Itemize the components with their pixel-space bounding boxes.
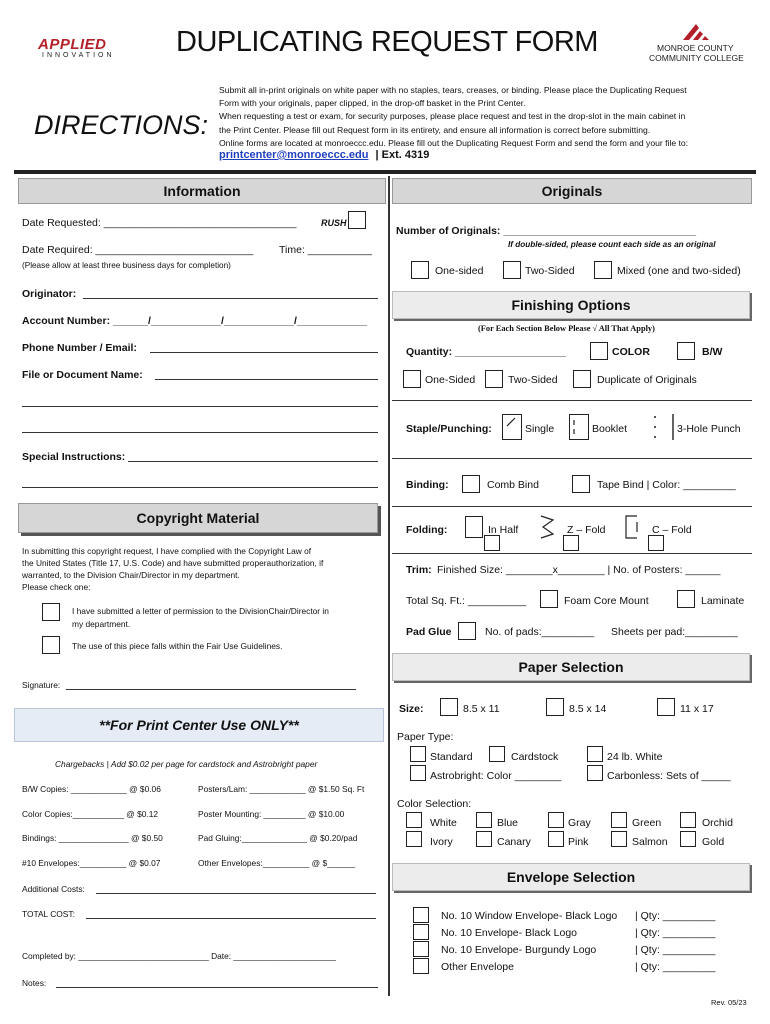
booklet-staple-checkbox[interactable] [569, 414, 589, 440]
c-fold-label: C – Fold [652, 524, 692, 536]
size-tabloid-label: 11 x 17 [680, 703, 714, 715]
mccc-logo-icon [683, 22, 709, 40]
information-header: Information [18, 178, 386, 204]
signature-label: Signature: [22, 680, 61, 690]
two-sided-originals-label: Two-Sided [525, 265, 575, 277]
revision-label: Rev. 05/23 [711, 998, 747, 1007]
print-center-email-link[interactable]: printcenter@monroeccc.edu [219, 149, 369, 161]
additional-costs-input[interactable] [96, 893, 376, 894]
permission-letter-checkbox[interactable] [42, 603, 60, 621]
fair-use-checkbox[interactable] [42, 636, 60, 654]
staple-corner-icon [506, 417, 516, 427]
finishing-divider-1 [392, 400, 752, 401]
total-cost-input[interactable] [86, 918, 376, 919]
astrobright-field[interactable]: Astrobright: Color ________ [430, 770, 562, 782]
three-hole-punch-checkbox[interactable] [652, 414, 674, 440]
hole-punch-icon [652, 414, 674, 440]
window-envelope-checkbox[interactable] [413, 907, 429, 923]
color-selection-label: Color Selection: [397, 798, 472, 810]
one-sided-checkbox[interactable] [403, 370, 421, 388]
size-legal-label: 8.5 x 14 [569, 703, 607, 715]
mixed-originals-label: Mixed (one and two-sided) [617, 265, 741, 277]
no-of-pads-field[interactable]: No. of pads:_________ [485, 626, 595, 638]
ivory-label: Ivory [430, 836, 453, 848]
allow-note: (Please allow at least three business days for completion) [22, 261, 231, 270]
salmon-label: Salmon [632, 836, 668, 848]
standard-label: Standard [430, 751, 473, 763]
orchid-checkbox[interactable] [680, 812, 696, 828]
gold-label: Gold [702, 836, 725, 848]
foam-core-label: Foam Core Mount [564, 595, 649, 607]
black-logo-envelope-qty[interactable]: | Qty: _________ [635, 927, 716, 939]
sheets-per-pad-field[interactable]: Sheets per pad:_________ [611, 626, 738, 638]
burgundy-logo-envelope-checkbox[interactable] [413, 941, 429, 957]
applied-innovation-logo [38, 36, 134, 62]
special-instructions-label: Special Instructions: [22, 451, 126, 463]
extension-text: | Ext. 4319 [375, 149, 430, 161]
originals-header: Originals [392, 178, 752, 204]
pad-glue-checkbox[interactable] [458, 622, 476, 640]
copyright-line: the United States (Title 17, U.S. Code) and have submitted properauthorization, if [22, 558, 324, 568]
total-sq-ft-field[interactable]: Total Sq. Ft.: __________ [406, 595, 527, 607]
fair-use-label: The use of this piece falls within the Fair Use Guidelines. [72, 641, 283, 651]
directions-line: Submit all in-print originals on white paper with no staples, tears, creases, or binding. Please place the Duplicating Request [219, 85, 687, 95]
file-name-label: File or Document Name: [22, 369, 143, 381]
permission-letter-label-1: I have submitted a letter of permission to the DivisionChair/Director in [72, 606, 329, 616]
copyright-line: warranted, to the Division Chair/Director in my department. [22, 570, 240, 580]
finishing-divider-3 [392, 506, 752, 507]
mixed-originals-checkbox[interactable] [594, 261, 612, 279]
blue-label: Blue [497, 817, 519, 829]
size-letter-label: 8.5 x 11 [463, 703, 500, 715]
bw-label: B/W [702, 346, 723, 358]
mccc-logo [640, 22, 750, 66]
c-fold-checkbox[interactable] [648, 535, 664, 551]
print-center-header: **For Print Center Use ONLY** [14, 708, 384, 742]
finishing-note: (For Each Section Below Please √ All That Apply) [478, 324, 655, 333]
special-instructions-input-line2[interactable] [22, 487, 378, 488]
account-number-field[interactable]: Account Number: ______/____________/____________/____________ [22, 315, 368, 327]
black-logo-envelope-checkbox[interactable] [413, 924, 429, 940]
color-checkbox[interactable] [590, 342, 608, 360]
tape-bind-label[interactable]: Tape Bind | Color: _________ [597, 479, 736, 491]
special-instructions-input[interactable] [128, 461, 378, 462]
permission-letter-label-2: my department. [72, 619, 131, 629]
rush-checkbox[interactable] [348, 211, 366, 229]
additional-costs-label: Additional Costs: [22, 884, 85, 894]
paper-type-label: Paper Type: [397, 731, 454, 743]
originator-label: Originator: [22, 288, 77, 300]
finishing-divider-2 [392, 458, 752, 459]
pad-gluing-rate: Pad Gluing:______________ @ $0.20/pad [198, 833, 358, 843]
notes-label: Notes: [22, 978, 47, 988]
size-label: Size: [399, 703, 424, 715]
half-fold-label: In Half [488, 524, 519, 536]
quantity-field[interactable]: Quantity: ___________________ [406, 346, 566, 358]
envelopes-rate: #10 Envelopes:__________ @ $0.07 [22, 858, 161, 868]
finishing-divider-4 [392, 553, 752, 554]
staple-side-icon [572, 417, 578, 437]
z-fold-label: Z – Fold [567, 524, 606, 536]
pink-label: Pink [568, 836, 589, 848]
copyright-line: In submitting this copyright request, I have complied with the Copyright Law of [22, 546, 312, 556]
directions-line: Form with your originals, paper clipped, in the drop-off basket in the Print Center. [219, 98, 526, 109]
canary-label: Canary [497, 836, 531, 848]
size-letter-checkbox[interactable] [440, 698, 458, 716]
green-label: Green [632, 817, 662, 829]
directions-line: the Print Center. Please fill out Request form in its entirety, and ensure all information is correct before submitting. [219, 124, 651, 135]
booklet-staple-label: Booklet [592, 423, 628, 435]
bw-copies-rate: B/W Copies: ____________ @ $0.06 [22, 784, 161, 794]
other-envelopes-rate: Other Envelopes:__________ @ $______ [198, 858, 356, 868]
folding-label: Folding: [406, 524, 448, 536]
gray-label: Gray [568, 817, 591, 829]
completed-by-date-field[interactable]: Completed by: ____________________________ Date: ______________________ [22, 951, 336, 961]
standard-checkbox[interactable] [410, 746, 426, 762]
size-tabloid-checkbox[interactable] [657, 698, 675, 716]
gold-checkbox[interactable] [680, 831, 696, 847]
white-checkbox[interactable] [406, 812, 422, 828]
ivory-checkbox[interactable] [406, 831, 422, 847]
24lb-white-checkbox[interactable] [587, 746, 603, 762]
rush-label: RUSH [321, 218, 347, 228]
comb-bind-label: Comb Bind [487, 479, 539, 491]
comb-bind-checkbox[interactable] [462, 475, 480, 493]
one-sided-originals-checkbox[interactable] [411, 261, 429, 279]
duplicate-originals-checkbox[interactable] [573, 370, 591, 388]
envelope-selection-header: Envelope Selection [392, 863, 750, 891]
trim-field[interactable]: Finished Size: ________x________ | No. of Posters: ______ [437, 564, 721, 576]
bw-checkbox[interactable] [677, 342, 695, 360]
burgundy-logo-envelope-qty[interactable]: | Qty: _________ [635, 944, 716, 956]
other-envelope-qty[interactable]: | Qty: _________ [635, 961, 716, 973]
trim-label: Trim: [406, 564, 432, 576]
date-requested-field[interactable]: Date Requested: _________________________________ [22, 217, 297, 229]
gray-checkbox[interactable] [548, 812, 564, 828]
college-name-line1: MONROE COUNTY [657, 43, 734, 53]
finishing-options-header: Finishing Options [392, 291, 750, 319]
24lb-white-label: 24 lb. White [607, 751, 663, 763]
half-fold-icon [465, 516, 483, 538]
paper-selection-header: Paper Selection [392, 653, 750, 681]
duplicate-originals-label: Duplicate of Originals [597, 374, 697, 386]
white-label: White [430, 817, 457, 829]
contact-line [219, 149, 429, 161]
green-checkbox[interactable] [611, 812, 627, 828]
half-fold-checkbox[interactable] [484, 535, 500, 551]
burgundy-logo-envelope-label: No. 10 Envelope- Burgundy Logo [441, 944, 597, 956]
color-label: COLOR [612, 346, 650, 358]
laminate-label: Laminate [701, 595, 745, 607]
notes-input[interactable] [56, 987, 378, 988]
college-name-line2: COMMUNITY COLLEGE [649, 53, 744, 63]
file-name-input[interactable] [155, 379, 378, 380]
bindings-rate: Bindings: _______________ @ $0.50 [22, 833, 163, 843]
double-sided-note: If double-sided, please count each side as an original [508, 240, 716, 249]
color-copies-rate: Color Copies:___________ @ $0.12 [22, 809, 159, 819]
phone-email-label: Phone Number / Email: [22, 342, 137, 354]
carbonless-field[interactable]: Carbonless: Sets of _____ [607, 770, 731, 782]
laminate-checkbox[interactable] [677, 590, 695, 608]
window-envelope-label: No. 10 Window Envelope- Black Logo [441, 910, 618, 922]
foam-core-checkbox[interactable] [540, 590, 558, 608]
number-of-originals-field[interactable]: Number of Originals: _________________________________ [396, 225, 697, 237]
copyright-header: Copyright Material [18, 503, 378, 533]
window-envelope-qty[interactable]: | Qty: _________ [635, 910, 716, 922]
one-sided-label: One-Sided [425, 374, 476, 386]
posters-lam-rate: Posters/Lam: ____________ @ $1.50 Sq. Ft [198, 784, 365, 794]
pink-checkbox[interactable] [548, 831, 564, 847]
time-field[interactable]: Time: ___________ [279, 244, 373, 256]
three-hole-punch-label: 3-Hole Punch [677, 423, 741, 435]
innovation-logo-text: INNOVATION [42, 52, 115, 59]
binding-label: Binding: [406, 479, 449, 491]
carbonless-checkbox[interactable] [587, 765, 603, 781]
salmon-checkbox[interactable] [611, 831, 627, 847]
originator-input[interactable] [83, 298, 378, 299]
directions-line: Online forms are located at monroeccc.edu. Please fill out the Duplicating Request Form and send the form and your file to: [219, 137, 689, 148]
cardstock-checkbox[interactable] [489, 746, 505, 762]
poster-mounting-rate: Poster Mounting: _________ @ $10.00 [198, 809, 345, 819]
blue-checkbox[interactable] [476, 812, 492, 828]
other-envelope-label: Other Envelope [441, 961, 514, 973]
phone-email-input[interactable] [150, 352, 378, 353]
astrobright-checkbox[interactable] [410, 765, 426, 781]
other-envelope-checkbox[interactable] [413, 958, 429, 974]
black-logo-envelope-label: No. 10 Envelope- Black Logo [441, 927, 578, 939]
single-staple-checkbox[interactable] [502, 414, 522, 440]
single-staple-label: Single [525, 423, 555, 435]
tape-bind-checkbox[interactable] [572, 475, 590, 493]
applied-logo-text: APPLIED [38, 36, 107, 53]
file-name-input-line2[interactable] [22, 406, 378, 407]
directions-text [219, 84, 688, 150]
size-legal-checkbox[interactable] [546, 698, 564, 716]
signature-input[interactable] [66, 689, 356, 690]
top-rule [14, 170, 756, 174]
canary-checkbox[interactable] [476, 831, 492, 847]
copyright-line: Please check one: [22, 582, 91, 592]
file-name-input-line3[interactable] [22, 432, 378, 433]
staple-punching-label: Staple/Punching: [406, 423, 492, 435]
form-title: DUPLICATING REQUEST FORM [176, 26, 598, 58]
two-sided-originals-checkbox[interactable] [503, 261, 521, 279]
c-fold-icon [623, 514, 641, 540]
total-cost-label: TOTAL COST: [22, 909, 75, 919]
pad-glue-label: Pad Glue [406, 626, 452, 638]
z-fold-icon [539, 514, 557, 540]
one-sided-originals-label: One-sided [435, 265, 484, 277]
directions-heading: DIRECTIONS: [34, 110, 209, 140]
date-required-field[interactable]: Date Required: ___________________________ [22, 244, 254, 256]
two-sided-label: Two-Sided [508, 374, 558, 386]
orchid-label: Orchid [702, 817, 733, 829]
copyright-statement [22, 545, 323, 593]
chargebacks-note: Chargebacks | Add $0.02 per page for cardstock and Astrobright paper [55, 759, 318, 769]
directions-line: When requesting a test or exam, for security purposes, please place request and test in the drop-slot in the main cabinet in [219, 111, 686, 122]
column-divider [388, 176, 390, 996]
cardstock-label: Cardstock [511, 751, 559, 763]
z-fold-checkbox[interactable] [563, 535, 579, 551]
two-sided-checkbox[interactable] [485, 370, 503, 388]
